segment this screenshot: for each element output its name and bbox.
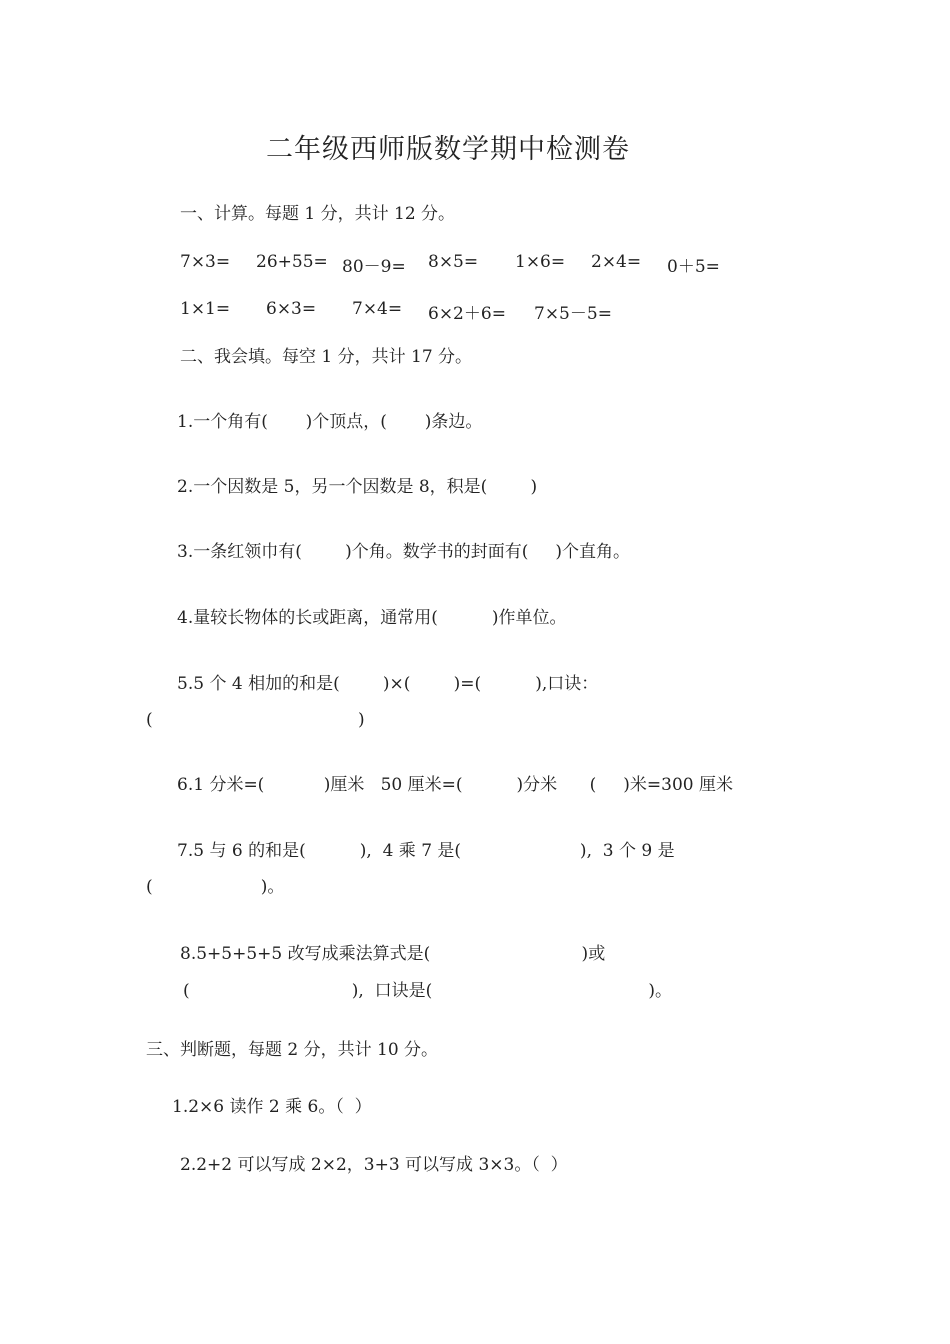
calc-item: 6×2＋6= (428, 304, 506, 324)
fill-question-4: 4.量较长物体的长或距离，通常用( )作单位。 (177, 608, 567, 628)
fill-question-7-cont: ( )。 (146, 877, 285, 897)
fill-question-2: 2.一个因数是 5，另一个因数是 8，积是( ) (177, 477, 538, 497)
fill-question-8: 8.5+5+5+5 改写成乘法算式是( )或 (180, 944, 606, 964)
calc-item: 1×6= (515, 252, 566, 272)
fill-question-8-cont: ( ), 口诀是( )。 (183, 981, 673, 1001)
fill-question-5: 5.5 个 4 相加的和是( )×( )=( ),口诀： (177, 674, 599, 694)
section-3-heading: 三、判断题，每题 2 分，共计 10 分。 (146, 1040, 439, 1060)
section-2-heading: 二、我会填。每空 1 分，共计 17 分。 (180, 347, 473, 367)
calc-item: 2×4= (591, 252, 642, 272)
fill-question-3: 3.一条红领巾有( )个角。数学书的封面有( )个直角。 (177, 542, 630, 562)
calc-item: 7×5－5= (534, 304, 612, 324)
fill-question-6: 6.1 分米=( )厘米 50 厘米=( )分米 ( )米=300 厘米 (177, 775, 733, 795)
calc-item: 26+55= (256, 252, 328, 272)
fill-question-5-cont: ( ) (146, 710, 365, 730)
calc-item: 1×1= (180, 299, 231, 319)
judge-question-2: 2.2+2 可以写成 2×2，3+3 可以写成 3×3。（ ） (180, 1155, 568, 1175)
page-title: 二年级西师版数学期中检测卷 (266, 134, 630, 165)
fill-question-1: 1.一个角有( )个顶点，( )条边。 (177, 412, 483, 432)
calc-item: 80－9= (342, 257, 406, 277)
calc-item: 6×3= (266, 299, 317, 319)
calc-item: 7×3= (180, 252, 231, 272)
judge-question-1: 1.2×6 读作 2 乘 6。（ ） (172, 1097, 372, 1117)
calc-item: 7×4= (352, 299, 403, 319)
calc-item: 8×5= (428, 252, 479, 272)
section-1-heading: 一、计算。每题 1 分，共计 12 分。 (180, 204, 456, 224)
fill-question-7: 7.5 与 6 的和是( ), 4 乘 7 是( ), 3 个 9 是 (177, 841, 675, 861)
calc-item: 0＋5= (667, 257, 720, 277)
